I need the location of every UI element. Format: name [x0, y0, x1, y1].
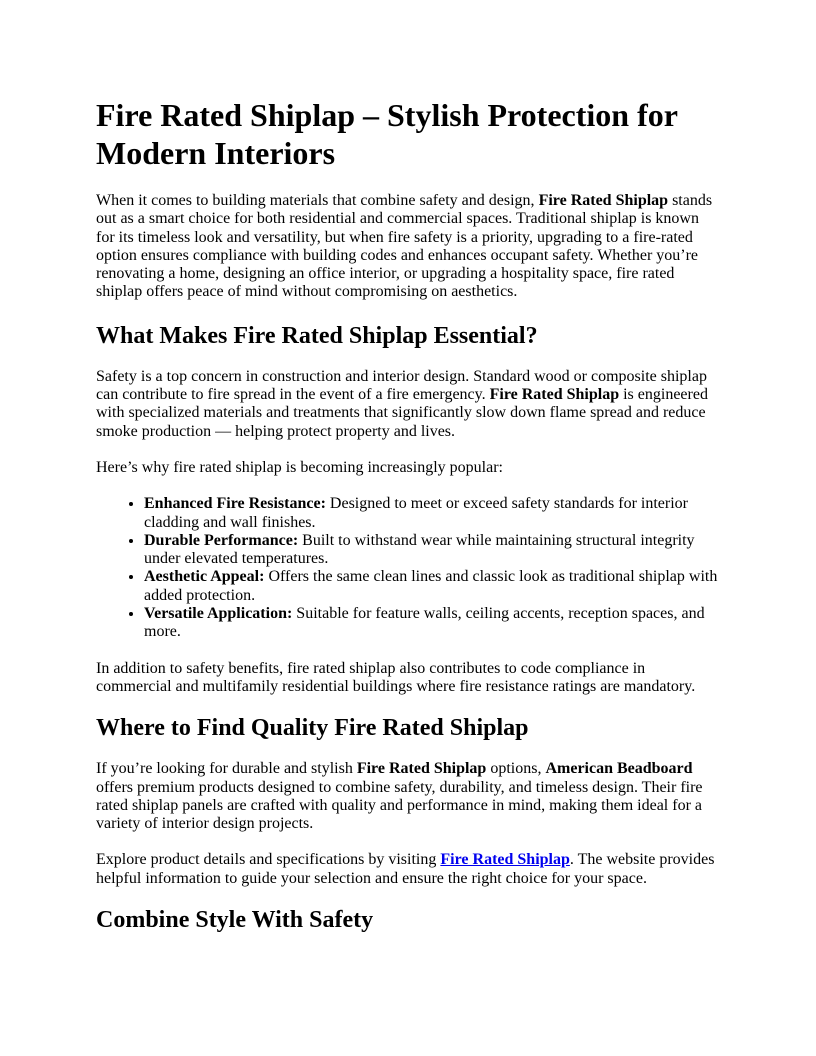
section1-paragraph-2: Here’s why fire rated shiplap is becoming increasingly popular: [96, 458, 503, 476]
page-title: Fire Rated Shiplap – Stylish Protection for Modern Interiors [96, 97, 678, 171]
list-item-label: Aesthetic Appeal: [144, 568, 265, 586]
list-item [144, 495, 720, 532]
list-item [144, 568, 720, 605]
section1-p1-text-2: is engineered with specialized materials and treatments that significantly slow down flame spread and reduce smoke production — helping protect property and lives. [96, 386, 708, 440]
benefits-list [96, 495, 720, 641]
section1-paragraph-1 [96, 368, 720, 441]
section2-paragraph-2 [96, 851, 720, 888]
section1-p1-bold-product: Fire Rated Shiplap [489, 386, 620, 404]
section2-p2-text-1: Explore product details and specifications by visiting [96, 851, 441, 869]
list-item-label: Enhanced Fire Resistance: [144, 495, 326, 513]
intro-text-1: When it comes to building materials that combine safety and design, [96, 192, 539, 209]
list-item [144, 605, 720, 642]
list-item-label: Durable Performance: [144, 531, 299, 549]
section-heading-style-safety: Combine Style With Safety [96, 907, 374, 934]
list-item-text: Built to withstand wear while maintaining structural integrity under elevated temperatures. [144, 531, 695, 568]
section2-p1-text-2: options, [486, 760, 546, 778]
section2-p1-bold-company: American Beadboard [545, 760, 693, 778]
section2-p1-text-1: If you’re looking for durable and stylish [96, 760, 357, 778]
list-item-label: Versatile Application: [144, 605, 293, 623]
fire-rated-shiplap-link[interactable]: Fire Rated Shiplap [440, 851, 570, 869]
list-item [144, 532, 720, 569]
section-heading-where-to-find: Where to Find Quality Fire Rated Shiplap [96, 715, 529, 742]
section2-paragraph-1 [96, 760, 720, 833]
section-heading-essential: What Makes Fire Rated Shiplap Essential? [96, 322, 538, 349]
section1-paragraph-3: In addition to safety benefits, fire rated shiplap also contributes to code compliance in commercial and multifamily residential buildings where fire resistance ratings are mandatory. [96, 659, 696, 695]
intro-text-2: stands out as a smart choice for both residential and commercial spaces. Traditional shiplap is known for its timeless look and versatility, but when fire safety is a priority, upgrading to a fire-rated option ensures compliance with building codes and enhances occupant safety. Whether you’re renovating a home, designing an office interior, or upgrading a hospitality space, fire rated shiplap offers peace of mind without compromising on aesthetics. [96, 192, 713, 301]
list-item-text: Offers the same clean lines and classic look as traditional shiplap with added protection. [144, 568, 718, 604]
intro-bold-product: Fire Rated Shiplap [538, 192, 669, 209]
list-item-text: Suitable for feature walls, ceiling accents, reception spaces, and more. [144, 605, 705, 641]
intro-paragraph [96, 192, 720, 302]
section2-p2-text-2: . The website provides helpful information to guide your selection and ensure the right choice for your space. [96, 851, 715, 887]
document-page [96, 96, 720, 952]
section1-p1-text-1: Safety is a top concern in construction and interior design. Standard wood or composite shiplap can contribute to fire spread in the event of a fire emergency. [96, 367, 707, 404]
list-item-text: Designed to meet or exceed safety standards for interior cladding and wall finishes. [144, 495, 689, 531]
section2-p1-text-3: offers premium products designed to combine safety, durability, and timeless design. Their fire rated shiplap panels are crafted with quality and performance in mind, making them ideal for a variety of interior design projects. [96, 778, 703, 833]
section2-p1-bold-product: Fire Rated Shiplap [356, 760, 487, 778]
